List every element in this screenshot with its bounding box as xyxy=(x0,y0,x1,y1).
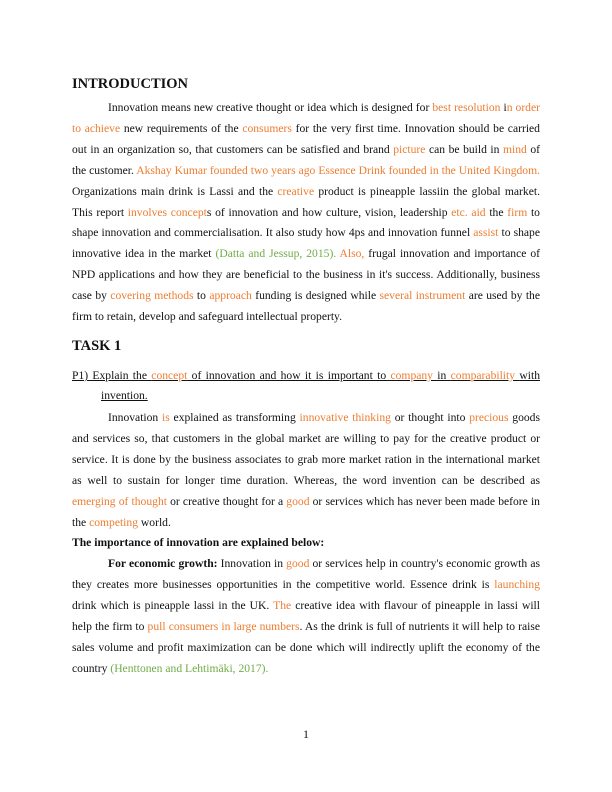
highlighted-phrase: emerging of thought xyxy=(72,494,167,508)
text-run: to shape innovation and commercialisation. It also study how 4ps and innovation funnel xyxy=(72,205,540,240)
text-run: the xyxy=(485,205,508,219)
text-run: s of innovation and how culture, vision, leadership xyxy=(206,205,452,219)
text-run: or creative thought for a xyxy=(166,494,287,508)
introduction-heading: INTRODUCTION xyxy=(72,76,189,92)
text-run: world. xyxy=(138,515,171,529)
highlighted-phrase: covering methods xyxy=(110,289,194,303)
highlighted-phrase: etc. aid xyxy=(451,205,486,219)
highlighted-phrase: consumers xyxy=(242,121,292,135)
task1-heading: TASK 1 xyxy=(72,337,122,354)
text-run: funding is designed while xyxy=(251,289,380,303)
highlighted-phrase: approach xyxy=(209,289,252,303)
highlighted-phrase: pull consumers in large numbers xyxy=(147,620,300,634)
task1-paragraph-definition xyxy=(72,408,540,533)
text-run: Innovation in xyxy=(217,557,287,571)
highlighted-phrase: comparability xyxy=(450,368,520,382)
highlighted-phrase: good xyxy=(286,494,310,508)
text-run: of the customer. xyxy=(72,142,541,177)
text-run: or services which has never been made before in the xyxy=(72,494,540,529)
text-run: i xyxy=(500,101,507,114)
highlighted-phrase: precious xyxy=(469,410,509,424)
highlighted-phrase: The xyxy=(273,599,292,613)
highlighted-phrase: launching xyxy=(494,578,540,592)
text-run: Organizations main drink is Lassi and the xyxy=(72,184,278,198)
text-run: P1) Explain the xyxy=(72,368,152,382)
task1-question xyxy=(72,366,540,406)
highlighted-phrase: picture xyxy=(393,142,426,156)
highlighted-phrase: competing xyxy=(89,515,139,529)
highlighted-phrase: mind xyxy=(502,142,527,156)
highlighted-phrase: Akshay Kumar founded two years ago Essence Drink founded in the United Kingdom. xyxy=(136,163,541,177)
citation: (Henttonen and Lehtimäki, 2017). xyxy=(110,661,269,675)
text-run: creative idea with flavour of pineapple in lassi will help the firm to xyxy=(72,599,540,634)
importance-subheading: The importance of innovation are explained below: xyxy=(72,536,325,550)
highlighted-phrase: company xyxy=(390,368,433,382)
text-run: Innovation xyxy=(108,410,163,424)
highlighted-phrase: several instrument xyxy=(379,289,466,303)
text-run: frugal innovation and importance of NPD applications and how they are beneficial to the business in it's success. Additionally, business case by xyxy=(72,247,541,303)
highlighted-phrase: creative xyxy=(277,184,315,198)
highlighted-phrase: is xyxy=(162,410,170,424)
highlighted-phrase: good xyxy=(286,557,310,571)
text-run: . As the drink is full of nutrients it will help to raise sales volume and profit maximization can be done which will indirectly uplift the economy of the country xyxy=(72,620,541,675)
highlighted-phrase: concept xyxy=(151,368,188,382)
text-run: drink which is pineapple lassi in the UK. xyxy=(72,599,274,613)
highlighted-phrase: involves concept xyxy=(127,205,207,219)
highlighted-phrase: assist xyxy=(473,226,499,240)
highlighted-phrase: firm xyxy=(507,205,528,219)
text-run: goods and services so, that customers in the global market are willing to pay for the creative product or service. It is done by the business associates to grab more market ration in the international market as well to sustain for longer time duration. Whereas, the word invention can be described as xyxy=(72,410,540,487)
text-run: or services help in country's economic growth as they creates more businesses opportunities in the competitive world. Essence drink is xyxy=(72,557,540,592)
highlighted-phrase: best resolution xyxy=(432,101,501,114)
text-run: Innovation means new creative thought or idea which is designed for xyxy=(108,101,433,114)
text-run: in xyxy=(432,368,451,382)
text-run: for the very first time. Innovation should be carried out in an organization so, that customers can be satisfied and brand xyxy=(72,121,540,156)
introduction-paragraph xyxy=(72,98,540,328)
economic-growth-label: For economic growth: xyxy=(108,557,218,571)
economic-growth-paragraph xyxy=(72,554,540,679)
text-run: are used by the firm to retain, develop and safeguard intellectual property. xyxy=(72,289,540,324)
page-number: 1 xyxy=(303,727,309,741)
text-run: of innovation and how it is important to xyxy=(187,368,391,382)
highlighted-phrase: n order to achieve xyxy=(72,101,540,135)
text-run: explained as transforming xyxy=(169,410,300,424)
text-run: can be build in xyxy=(425,142,503,156)
citation: (Datta and Jessup, 2015). xyxy=(215,247,337,261)
text-run: product is pineapple lassiin the global market. This report xyxy=(72,184,540,219)
highlighted-phrase: Also, xyxy=(336,247,365,261)
highlighted-phrase: innovative thinking xyxy=(299,410,391,424)
text-run: new requirements of the xyxy=(120,121,243,135)
text-run: to xyxy=(193,289,210,303)
text-run: with invention. xyxy=(101,368,540,402)
text-run: to shape innovative idea in the market xyxy=(72,226,540,261)
text-run: or thought into xyxy=(390,410,470,424)
